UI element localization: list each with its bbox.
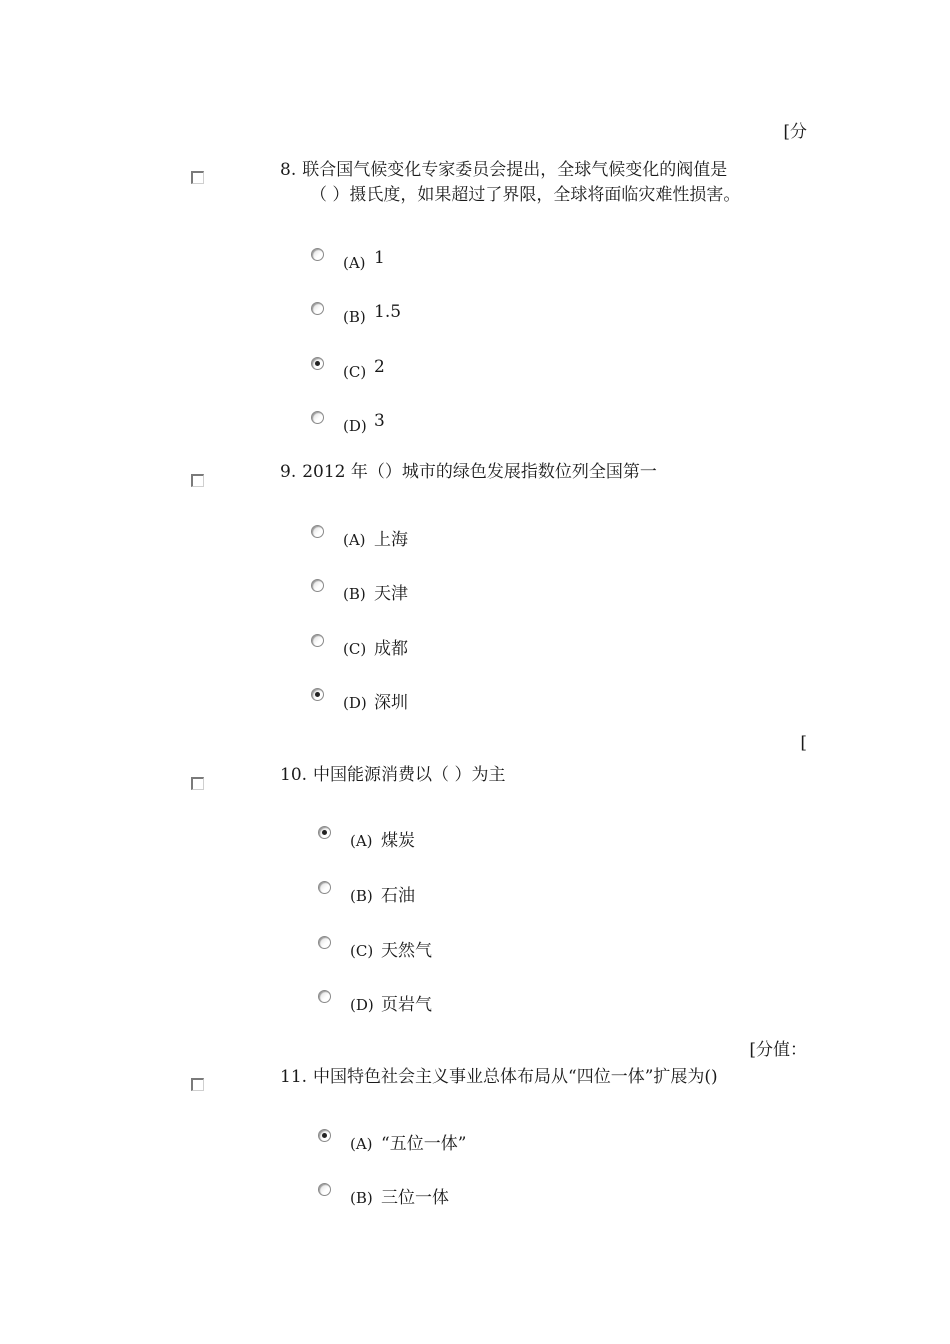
question-10-checkbox[interactable] (191, 777, 204, 790)
question-10-text (280, 763, 800, 788)
question-number: 11. (280, 1067, 308, 1087)
question-text-line1: 中国特色社会主义事业总体布局从“四位一体”扩展为() (313, 1067, 718, 1087)
option-letter: (A) (343, 531, 366, 549)
question-11-text (280, 1065, 800, 1090)
option-text: 三位一体 (381, 1188, 449, 1208)
question-number: 9. (280, 462, 297, 482)
option-letter: (D) (350, 996, 374, 1014)
option-text: 天然气 (381, 941, 432, 961)
radio-selected-icon[interactable] (318, 826, 331, 839)
question-8-text (280, 158, 800, 208)
question-number: 10. (280, 765, 308, 785)
option-text: “五位一体” (381, 1134, 467, 1154)
option-text: 上海 (374, 530, 408, 550)
question-text-line2: （ ）摄氏度，如果超过了界限，全球将面临灾难性损害。 (310, 185, 741, 205)
question-9-text (280, 460, 800, 485)
radio-icon[interactable] (311, 411, 324, 424)
radio-icon[interactable] (311, 579, 324, 592)
option-letter: (D) (343, 694, 367, 712)
score-label-fragment: [分 (783, 122, 807, 142)
option-letter: (B) (343, 308, 366, 326)
radio-icon[interactable] (318, 990, 331, 1003)
radio-selected-icon[interactable] (311, 357, 324, 370)
option-text: 石油 (381, 886, 415, 906)
question-number: 8. (280, 160, 297, 180)
radio-icon[interactable] (311, 302, 324, 315)
option-letter: (B) (350, 887, 373, 905)
question-text-line1: 中国能源消费以（ ）为主 (313, 765, 506, 785)
option-text: 1.5 (374, 302, 402, 322)
option-text: 深圳 (374, 693, 408, 713)
option-text: 3 (374, 411, 385, 431)
question-text-line1: 联合国气候变化专家委员会提出，全球气候变化的阀值是 (302, 160, 728, 180)
radio-icon[interactable] (318, 936, 331, 949)
radio-selected-icon[interactable] (311, 688, 324, 701)
question-11-checkbox[interactable] (191, 1078, 204, 1091)
option-text: 成都 (374, 639, 408, 659)
radio-icon[interactable] (318, 1183, 331, 1196)
radio-icon[interactable] (311, 248, 324, 261)
score-label-fragment: [分值： (749, 1040, 807, 1060)
option-text: 1 (374, 248, 385, 268)
radio-icon[interactable] (311, 525, 324, 538)
option-letter: (B) (350, 1189, 373, 1207)
radio-selected-icon[interactable] (318, 1129, 331, 1142)
option-text: 天津 (374, 584, 408, 604)
option-letter: (B) (343, 585, 366, 603)
option-text: 页岩气 (381, 995, 432, 1015)
radio-icon[interactable] (318, 881, 331, 894)
option-letter: (C) (350, 942, 374, 960)
question-text-line1: 2012 年（）城市的绿色发展指数位列全国第一 (302, 462, 657, 482)
score-label-fragment: [ (800, 733, 807, 753)
option-letter: (C) (343, 640, 367, 658)
option-text: 2 (374, 357, 385, 377)
question-8-checkbox[interactable] (191, 171, 204, 184)
option-letter: (A) (350, 1135, 373, 1153)
option-letter: (C) (343, 363, 367, 381)
question-9-checkbox[interactable] (191, 474, 204, 487)
option-letter: (D) (343, 417, 367, 435)
radio-icon[interactable] (311, 634, 324, 647)
option-letter: (A) (350, 832, 373, 850)
option-letter: (A) (343, 254, 366, 272)
option-text: 煤炭 (381, 831, 415, 851)
